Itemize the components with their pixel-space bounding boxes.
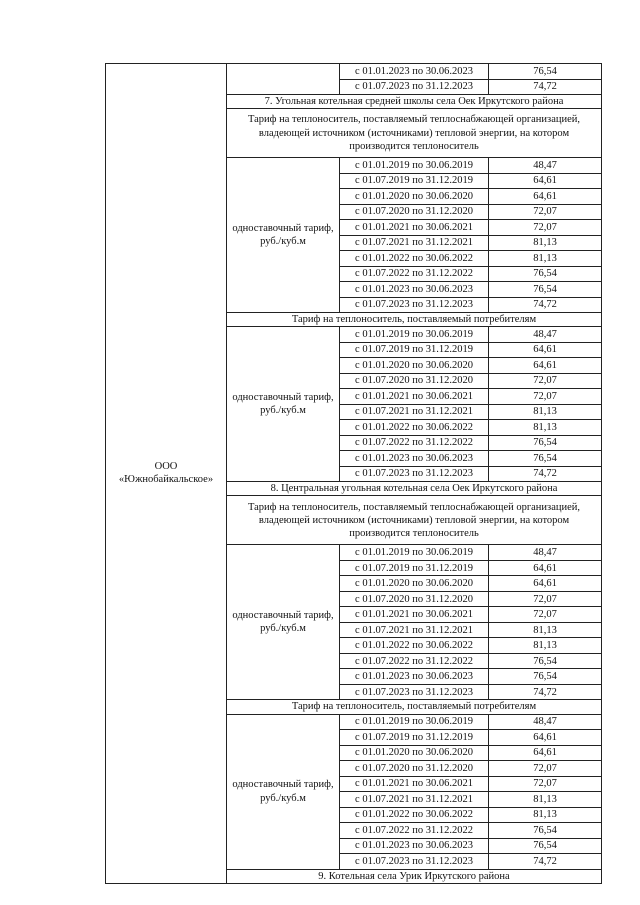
tariff-type-label-line: одноставочный тариф,: [232, 610, 334, 622]
value-cell: 81,13: [489, 622, 602, 638]
value-cell: 81,13: [489, 792, 602, 808]
period-cell: с 01.07.2022 по 31.12.2022: [340, 823, 489, 839]
period-cell: с 01.01.2021 по 30.06.2021: [340, 776, 489, 792]
organization-name-line: ООО: [154, 461, 178, 473]
value-cell: 72,07: [489, 204, 602, 220]
value-cell: 72,07: [489, 389, 602, 405]
value-cell: 72,07: [489, 220, 602, 236]
value-cell: 81,13: [489, 404, 602, 420]
value-cell: 48,47: [489, 545, 602, 561]
value-cell: 76,54: [489, 669, 602, 685]
value-cell: 74,72: [489, 466, 602, 482]
tariff-type-label-line: руб./куб.м: [260, 792, 306, 804]
section-title: 8. Центральная угольная котельная села Оек Иркутского района: [227, 482, 602, 496]
period-cell: с 01.07.2021 по 31.12.2021: [340, 235, 489, 251]
period-cell: с 01.01.2023 по 30.06.2023: [340, 64, 489, 80]
value-cell: 64,61: [489, 745, 602, 761]
value-cell: 81,13: [489, 235, 602, 251]
value-cell: 76,54: [489, 282, 602, 298]
value-cell: 76,54: [489, 823, 602, 839]
value-cell: 76,54: [489, 64, 602, 80]
period-cell: с 01.07.2023 по 31.12.2023: [340, 854, 489, 870]
period-cell: с 01.01.2022 по 30.06.2022: [340, 807, 489, 823]
period-cell: с 01.07.2023 по 31.12.2023: [340, 297, 489, 313]
value-cell: 74,72: [489, 854, 602, 870]
period-cell: с 01.07.2021 по 31.12.2021: [340, 622, 489, 638]
value-cell: 76,54: [489, 451, 602, 467]
period-cell: с 01.07.2022 по 31.12.2022: [340, 266, 489, 282]
period-cell: с 01.07.2019 по 31.12.2019: [340, 560, 489, 576]
period-cell: с 01.01.2020 по 30.06.2020: [340, 745, 489, 761]
consumer-tariff-header: Тариф на теплоноситель, поставляемый потребителям: [227, 313, 602, 327]
period-cell: с 01.01.2023 по 30.06.2023: [340, 669, 489, 685]
tariff-type-label-line: одноставочный тариф,: [232, 779, 334, 791]
period-cell: с 01.01.2019 по 30.06.2019: [340, 545, 489, 561]
organization-name-line: «Южнобайкальское»: [118, 474, 214, 486]
value-cell: 74,72: [489, 297, 602, 313]
tariff-type-label-line: руб./куб.м: [260, 236, 306, 248]
period-cell: с 01.07.2020 по 31.12.2020: [340, 591, 489, 607]
period-cell: с 01.01.2021 по 30.06.2021: [340, 389, 489, 405]
value-cell: 72,07: [489, 776, 602, 792]
value-cell: 64,61: [489, 358, 602, 374]
tariff-type-cell-empty: [227, 64, 340, 95]
tariff-type-cell: [227, 545, 340, 700]
value-cell: 72,07: [489, 607, 602, 623]
value-cell: 64,61: [489, 560, 602, 576]
period-cell: с 01.07.2020 по 31.12.2020: [340, 761, 489, 777]
value-cell: 64,61: [489, 189, 602, 205]
tariff-type-label-line: одноставочный тариф,: [232, 392, 334, 404]
period-cell: с 01.07.2022 по 31.12.2022: [340, 653, 489, 669]
value-cell: 64,61: [489, 730, 602, 746]
value-cell: 64,61: [489, 342, 602, 358]
period-cell: с 01.07.2022 по 31.12.2022: [340, 435, 489, 451]
period-cell: с 01.01.2021 по 30.06.2021: [340, 220, 489, 236]
value-cell: 81,13: [489, 638, 602, 654]
supplier-tariff-header: Тариф на теплоноситель, поставляемый теплоснабжающей организацией, владеющей источником (источниками) тепловой энергии, на котором производится теплоноситель: [227, 109, 602, 158]
value-cell: 64,61: [489, 576, 602, 592]
period-cell: с 01.07.2021 по 31.12.2021: [340, 792, 489, 808]
period-cell: с 01.01.2019 по 30.06.2019: [340, 158, 489, 174]
value-cell: 76,54: [489, 435, 602, 451]
tariff-type-cell: [227, 158, 340, 313]
period-cell: с 01.01.2023 по 30.06.2023: [340, 451, 489, 467]
period-cell: с 01.07.2020 по 31.12.2020: [340, 204, 489, 220]
value-cell: 72,07: [489, 761, 602, 777]
period-cell: с 01.01.2019 по 30.06.2019: [340, 714, 489, 730]
value-cell: 74,72: [489, 79, 602, 95]
value-cell: 81,13: [489, 251, 602, 267]
period-cell: с 01.01.2023 по 30.06.2023: [340, 838, 489, 854]
value-cell: 48,47: [489, 327, 602, 343]
period-cell: с 01.07.2020 по 31.12.2020: [340, 373, 489, 389]
value-cell: 64,61: [489, 173, 602, 189]
value-cell: 81,13: [489, 420, 602, 436]
period-cell: с 01.01.2023 по 30.06.2023: [340, 282, 489, 298]
period-cell: с 01.07.2021 по 31.12.2021: [340, 404, 489, 420]
tariff-table-body: [106, 64, 602, 884]
section-title: 9. Котельная села Урик Иркутского района: [227, 869, 602, 883]
period-cell: с 01.01.2019 по 30.06.2019: [340, 327, 489, 343]
consumer-tariff-header: Тариф на теплоноситель, поставляемый потребителям: [227, 700, 602, 714]
period-cell: с 01.01.2020 по 30.06.2020: [340, 189, 489, 205]
value-cell: 76,54: [489, 266, 602, 282]
rate-row: [106, 64, 602, 80]
organization-name: [106, 64, 227, 884]
value-cell: 76,54: [489, 653, 602, 669]
period-cell: с 01.07.2023 по 31.12.2023: [340, 466, 489, 482]
value-cell: 48,47: [489, 158, 602, 174]
supplier-tariff-header: Тариф на теплоноситель, поставляемый теплоснабжающей организацией, владеющей источником (источниками) тепловой энергии, на котором производится теплоноситель: [227, 496, 602, 545]
value-cell: 74,72: [489, 684, 602, 700]
value-cell: 72,07: [489, 373, 602, 389]
period-cell: с 01.07.2019 по 31.12.2019: [340, 730, 489, 746]
period-cell: с 01.07.2023 по 31.12.2023: [340, 684, 489, 700]
section-title: 7. Угольная котельная средней школы села Оек Иркутского района: [227, 95, 602, 109]
period-cell: с 01.07.2023 по 31.12.2023: [340, 79, 489, 95]
tariff-type-label-line: руб./куб.м: [260, 623, 306, 635]
period-cell: с 01.01.2022 по 30.06.2022: [340, 420, 489, 436]
tariff-type-label-line: одноставочный тариф,: [232, 223, 334, 234]
tariff-table: [105, 63, 602, 884]
value-cell: 48,47: [489, 714, 602, 730]
tariff-type-label-line: руб./куб.м: [260, 405, 306, 417]
period-cell: с 01.01.2021 по 30.06.2021: [340, 607, 489, 623]
tariff-type-cell: [227, 714, 340, 869]
period-cell: с 01.01.2020 по 30.06.2020: [340, 576, 489, 592]
period-cell: с 01.01.2022 по 30.06.2022: [340, 638, 489, 654]
value-cell: 81,13: [489, 807, 602, 823]
tariff-type-cell: [227, 327, 340, 482]
period-cell: с 01.01.2022 по 30.06.2022: [340, 251, 489, 267]
period-cell: с 01.07.2019 по 31.12.2019: [340, 173, 489, 189]
period-cell: с 01.01.2020 по 30.06.2020: [340, 358, 489, 374]
period-cell: с 01.07.2019 по 31.12.2019: [340, 342, 489, 358]
value-cell: 76,54: [489, 838, 602, 854]
value-cell: 72,07: [489, 591, 602, 607]
